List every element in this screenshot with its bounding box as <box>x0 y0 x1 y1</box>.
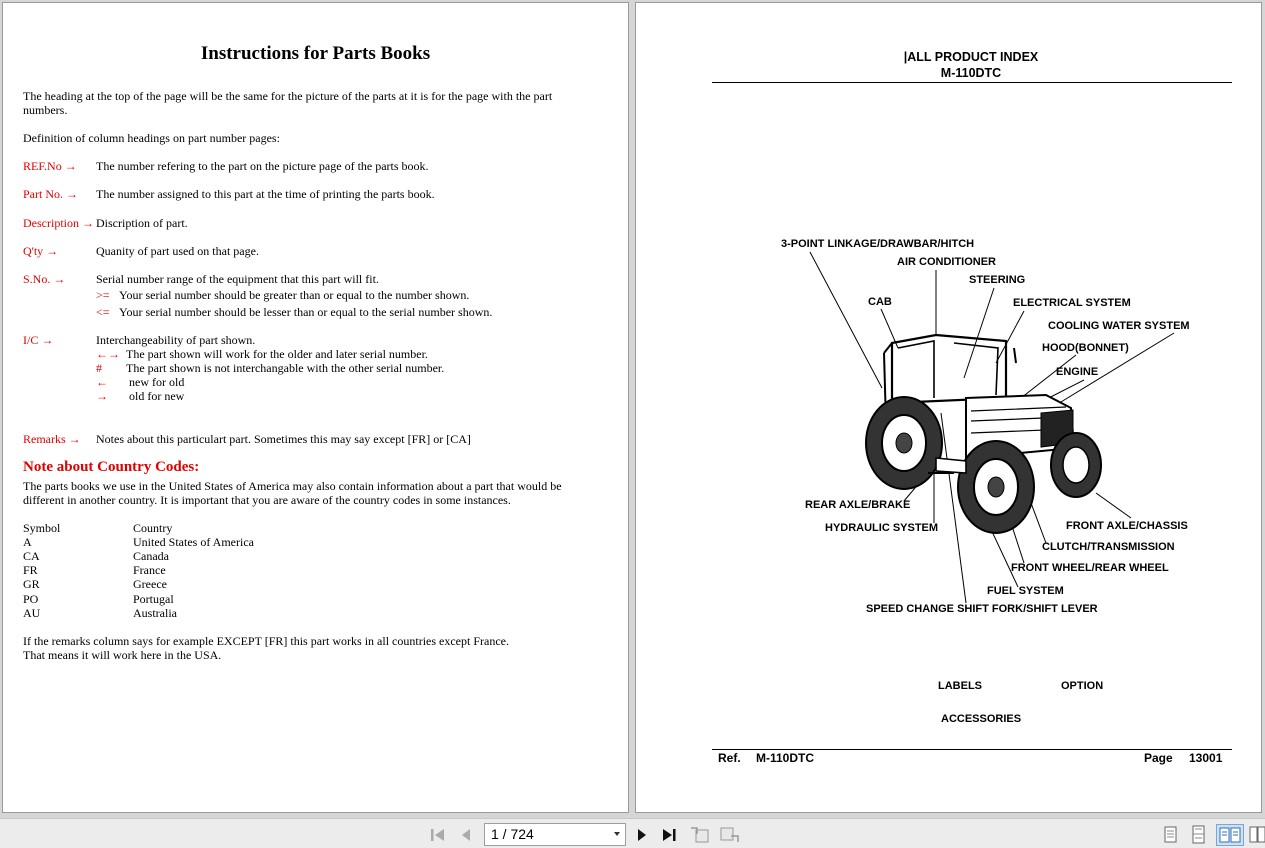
intro-paragraph: The heading at the top of the page will be the same for the picture of the parts at it is for the page with the part numbers. <box>23 89 553 117</box>
closing-line-2: That means it will work here in the USA. <box>23 648 222 662</box>
sno-sym-lte: <= <box>96 305 110 319</box>
link-engine[interactable]: ENGINE <box>1056 366 1099 378</box>
previous-page-icon <box>456 825 476 845</box>
country-name: France <box>133 563 166 577</box>
ic-left-text: new for old <box>129 375 185 389</box>
definition-heading: Definition of column headings on part number pages: <box>23 131 280 145</box>
footer-page-label: Page <box>1144 751 1173 765</box>
term-ic: I/C → <box>23 333 54 347</box>
sno-sym-gte: >= <box>96 288 110 302</box>
footer-page-value: 13001 <box>1189 751 1223 765</box>
link-labels[interactable]: LABELS <box>938 680 982 692</box>
country-symbol: FR <box>23 563 38 577</box>
previous-page-button[interactable] <box>456 825 476 845</box>
sno-lte-text: Your serial number should be lesser than or equal to the serial number shown. <box>119 305 493 319</box>
viewer-toolbar <box>0 818 1265 848</box>
country-symbol: A <box>23 535 32 549</box>
note-text-line-2: different in another country. It is important that you are aware of the country codes in some instances. <box>23 493 511 507</box>
ic-sym-left: ← <box>96 375 108 389</box>
two-page-view-button[interactable] <box>1216 824 1244 846</box>
term-sno: S.No. → <box>23 272 66 286</box>
continuous-view-button[interactable] <box>1188 825 1208 845</box>
chevron-down-icon <box>614 832 620 836</box>
page-title: Instructions for Parts Books <box>200 43 431 64</box>
country-name: United States of America <box>133 535 254 549</box>
index-header: |ALL PRODUCT INDEX <box>903 50 1039 64</box>
ic-sym-both: ←→ <box>96 347 120 361</box>
footer-rule <box>712 749 1232 750</box>
link-electrical-system[interactable]: ELECTRICAL SYSTEM <box>1013 297 1131 309</box>
link-steering[interactable]: STEERING <box>969 274 1026 286</box>
term-ic-desc: Interchangeability of part shown. <box>96 333 256 347</box>
link-rear-axle-brake[interactable]: REAR AXLE/BRAKE <box>805 499 911 511</box>
country-symbol: AU <box>23 606 41 620</box>
sno-gte-text: Your serial number should be greater than or equal to the number shown. <box>119 288 470 302</box>
two-page-continuous-icon <box>1248 825 1265 845</box>
note-text-line-1: The parts books we use in the United States of America may also contain information about a part that would be <box>23 479 562 493</box>
term-qty: Q'ty → <box>23 244 59 258</box>
ic-sym-right: → <box>96 389 108 403</box>
country-table-symbol-header: Symbol <box>23 521 61 535</box>
term-remarks-desc: Notes about this particulart part. Sometimes this may say except [FR] or [CA] <box>96 432 471 446</box>
country-name: Greece <box>133 577 167 591</box>
link-fuel-system[interactable]: FUEL SYSTEM <box>987 585 1064 597</box>
term-description-desc: Discription of part. <box>96 216 188 230</box>
next-view-button[interactable] <box>719 825 739 845</box>
country-name: Australia <box>133 606 177 620</box>
ic-right-text: old for new <box>129 389 185 403</box>
country-name: Canada <box>133 549 169 563</box>
two-page-continuous-view-button[interactable] <box>1248 825 1265 845</box>
country-symbol: PO <box>23 592 39 606</box>
link-front-axle-chassis[interactable]: FRONT AXLE/CHASSIS <box>1066 520 1188 532</box>
closing-line-1: If the remarks column says for example EXCEPT [FR] this part works in all countries except France. <box>23 634 509 648</box>
model-header: M-110DTC <box>940 66 1002 80</box>
single-page-view-button[interactable] <box>1160 825 1180 845</box>
term-ref-no-desc: The number refering to the part on the picture page of the parts book. <box>96 159 429 173</box>
link-air-conditioner[interactable]: AIR CONDITIONER <box>897 256 996 268</box>
previous-view-icon <box>689 825 711 845</box>
page-number-select[interactable] <box>484 823 626 846</box>
single-page-icon <box>1160 825 1180 845</box>
country-symbol: CA <box>23 549 40 563</box>
link-cooling-water-system[interactable]: COOLING WATER SYSTEM <box>1048 320 1190 332</box>
ic-hash-text: The part shown is not interchangable with the other serial number. <box>126 361 445 375</box>
link-clutch-transmission[interactable]: CLUTCH/TRANSMISSION <box>1042 541 1175 553</box>
country-table-country-header: Country <box>133 521 173 535</box>
right-document-page <box>635 2 1262 813</box>
link-linkage-drawbar-hitch[interactable]: 3-POINT LINKAGE/DRAWBAR/HITCH <box>781 238 975 250</box>
link-speed-change-shift[interactable]: SPEED CHANGE SHIFT FORK/SHIFT LEVER <box>866 603 1098 615</box>
term-description: Description → <box>23 216 94 230</box>
previous-view-button[interactable] <box>689 825 709 845</box>
footer-ref-value: M-110DTC <box>756 751 815 765</box>
tractor-illustration <box>636 3 1263 814</box>
link-accessories[interactable]: ACCESSORIES <box>941 713 1022 725</box>
ic-sym-hash: # <box>96 361 102 375</box>
footer-ref-label: Ref. <box>718 751 741 765</box>
first-page-icon <box>428 825 448 845</box>
last-page-button[interactable] <box>660 825 680 845</box>
term-qty-desc: Quanity of part used on that page. <box>96 244 259 258</box>
link-hood-bonnet[interactable]: HOOD(BONNET) <box>1042 342 1129 354</box>
next-view-icon <box>719 825 741 845</box>
last-page-icon <box>660 825 680 845</box>
link-option[interactable]: OPTION <box>1061 680 1104 692</box>
page-indicator: 1 / 724 <box>491 826 534 842</box>
country-codes-heading: Note about Country Codes: <box>23 459 200 475</box>
term-remarks: Remarks → <box>23 432 81 446</box>
country-name: Portugal <box>133 592 174 606</box>
two-page-icon <box>1217 825 1243 845</box>
first-page-button[interactable] <box>428 825 448 845</box>
link-hydraulic-system[interactable]: HYDRAULIC SYSTEM <box>825 522 939 534</box>
term-part-no: Part No. → <box>23 187 78 201</box>
continuous-page-icon <box>1188 825 1208 845</box>
ic-both-text: The part shown will work for the older and later serial number. <box>126 347 428 361</box>
term-part-no-desc: The number assigned to this part at the time of printing the parts book. <box>96 187 435 201</box>
term-sno-desc: Serial number range of the equipment that this part will fit. <box>96 272 379 286</box>
term-ref-no: REF.No → <box>23 159 77 173</box>
next-page-icon <box>632 825 652 845</box>
next-page-button[interactable] <box>632 825 652 845</box>
country-symbol: GR <box>23 577 40 591</box>
link-cab[interactable]: CAB <box>868 296 892 308</box>
link-front-wheel-rear-wheel[interactable]: FRONT WHEEL/REAR WHEEL <box>1011 562 1169 574</box>
left-document-page <box>2 2 629 813</box>
